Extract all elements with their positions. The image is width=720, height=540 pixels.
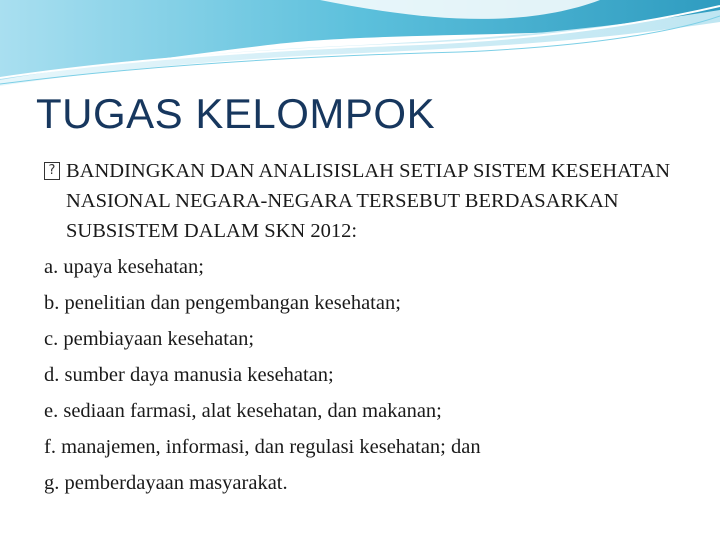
list-item: f. manajemen, informasi, dan regulasi kesehatan; dan — [44, 436, 481, 458]
lead-text: BANDINGKAN DAN ANALISISLAH SETIAP SISTEM KESEHATAN NASIONAL NEGARA-NEGARA TERSEBUT BERDASARKAN SUBSISTEM DALAM SKN 2012: — [66, 160, 671, 242]
missing-glyph-bullet-icon: ? — [44, 162, 60, 180]
slide-title: TUGAS KELOMPOK — [36, 90, 436, 137]
list-item: d. sumber daya manusia kesehatan; — [44, 364, 334, 386]
list-item: b. penelitian dan pengembangan kesehatan; — [44, 292, 401, 314]
list-item: c. pembiayaan kesehatan; — [44, 328, 255, 350]
slide-body — [44, 156, 694, 498]
list-item: a. upaya kesehatan; — [44, 256, 204, 278]
list-item: e. sediaan farmasi, alat kesehatan, dan makanan; — [44, 400, 442, 422]
header-wave-decoration — [0, 0, 720, 90]
lead-paragraph — [44, 156, 694, 246]
list-item: g. pemberdayaan masyarakat. — [44, 472, 288, 494]
